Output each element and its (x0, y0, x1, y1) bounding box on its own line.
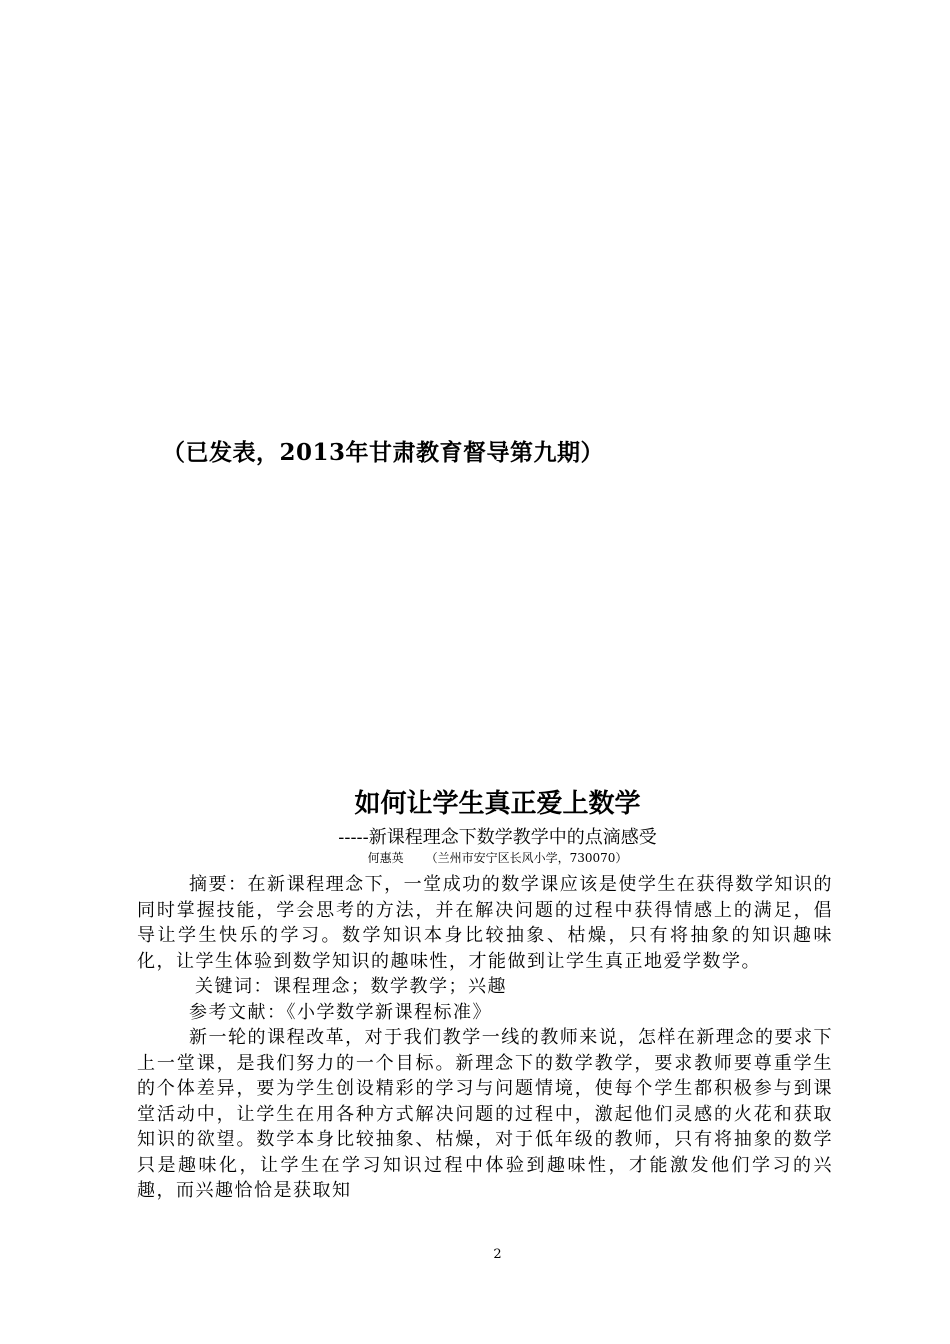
page-number: 2 (493, 1247, 502, 1262)
author-name: 何惠英 (367, 851, 404, 865)
references-line: 参考文献：《小学数学新课程标准》 (189, 1001, 492, 1023)
abstract-paragraph: 摘要：在新课程理念下，一堂成功的数学课应该是使学生在获得数学知识的同时掌握技能，学会思考的方法，并在解决问题的过程中获得情感上的满足，倡导让学生快乐的学习。数学知识本身比较抽象、枯燥，只有将抽象的知识趣味化，让学生体验到数学知识的趣味性，才能做到让学生真正地爱学数学。 (137, 874, 833, 972)
keywords-line: 关键词：课程理念；数学教学；兴趣 (195, 976, 507, 997)
author-affiliation: （兰州市安宁区长风小学，730070） (425, 851, 628, 865)
article-body (137, 872, 833, 1204)
body-paragraph: 新一轮的课程改革，对于我们教学一线的教师来说，怎样在新理念的要求下上一堂课，是我们努力的一个目标。新理念下的数学教学，要求教师要尊重学生的个体差异，要为学生创设精彩的学习与问题情境，使每个学生都积极参与到课堂活动中，让学生在用各种方式解决问题的过程中，激起他们灵感的火花和获取知识的欲望。数学本身比较抽象、枯燥，对于低年级的教师，只有将抽象的数学只是趣味化，让学生在学习知识过程中体验到趣味性，才能激发他们学习的兴趣，而兴趣恰恰是获取知 (137, 1027, 833, 1201)
article-subtitle: -----新课程理念下数学教学中的点滴感受 (338, 827, 657, 848)
author-line (0, 849, 950, 866)
publication-note: （已发表，2013年甘肃教育督导第九期） (162, 439, 605, 466)
article-title: 如何让学生真正爱上数学 (354, 789, 641, 819)
